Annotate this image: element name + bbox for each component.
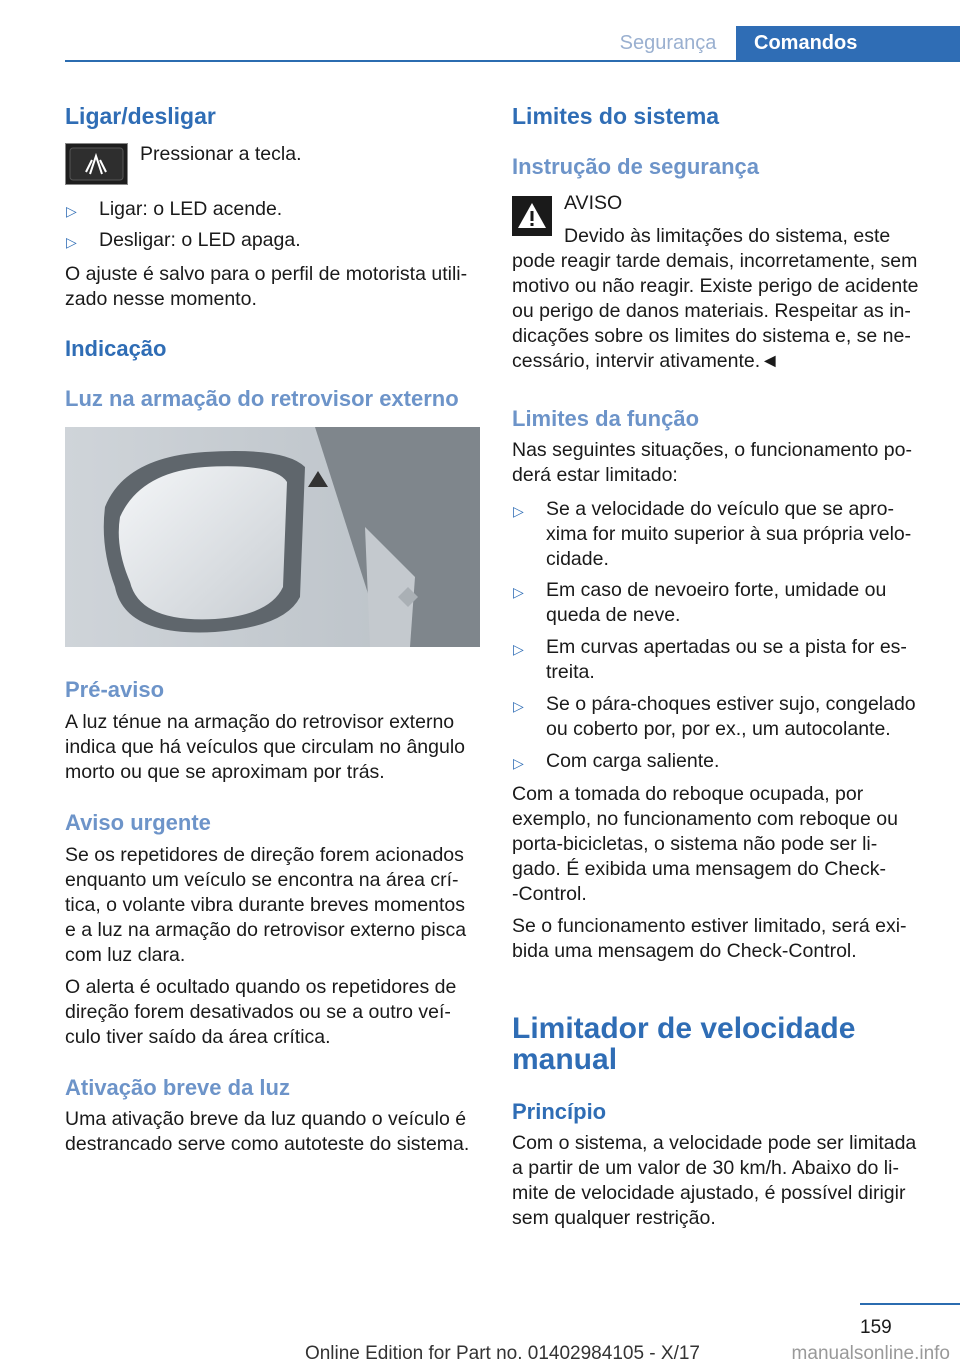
bullet-carga: Com carga saliente.	[546, 750, 720, 772]
paragraph-alerta-ocultado: O alerta é ocultado quando os repetidores de direção forem desativados ou se a outro veí- culo tiver saído da área crítica.	[65, 976, 457, 1048]
bullet-triangle-icon: ▷	[513, 641, 524, 657]
paragraph-reboque: Com a tomada do reboque ocupada, por exemplo, no funcionamento com reboque ou porta-bicicletas, o sistema não pode ser li- gado. É exibida uma mensagem do Check- -Control.	[512, 783, 898, 905]
heading-limites-sistema: Limites do sistema	[512, 103, 720, 129]
heading-principio: Princípio	[512, 1099, 607, 1124]
warning-first-line: Devido às limitações do sistema, este	[564, 225, 891, 247]
footer-rule	[860, 1303, 960, 1305]
bullet-led-off: Desligar: o LED apaga.	[99, 229, 301, 251]
bullet-triangle-icon: ▷	[513, 698, 524, 714]
paragraph-check-control: Se o funcionamento estiver limitado, será exi- bida uma mensagem do Check-Control.	[512, 915, 907, 962]
paragraph-aviso-urgente: Se os repetidores de direção forem acionados enquanto um veículo se encontra na área crí- tica, o volante vibra durante breves momentos e a luz na armação do retrovisor externo pisca com luz clara.	[65, 844, 467, 966]
lane-warning-button-icon	[65, 143, 128, 185]
heading-aviso-urgente: Aviso urgente	[65, 810, 211, 835]
warning-title: AVISO	[564, 192, 623, 214]
paragraph-ativacao-breve: Uma ativação breve da luz quando o veículo é destrancado serve como autoteste do sistema.	[65, 1108, 470, 1155]
bullet-triangle-icon: ▷	[513, 503, 524, 519]
heading-ligar-desligar: Ligar/desligar	[65, 103, 216, 129]
bullet-triangle-icon: ▷	[513, 755, 524, 771]
warning-body: pode reagir tarde demais, incorretamente, sem motivo ou não reagir. Existe perigo de acidente ou perigo de danos materiais. Respeitar as in- dicações sobre os limites do sistema e, se ne- cessário, intervir ativamente.◄	[512, 250, 919, 372]
paragraph-principio: Com o sistema, a velocidade pode ser limitada a partir de um valor de 30 km/h. Abaixo do li- mite de velocidade ajustado, é possível dirigir sem qualquer restrição.	[512, 1132, 917, 1229]
heading-limites-funcao: Limites da função	[512, 406, 700, 431]
heading-ativacao-breve: Ativação breve da luz	[65, 1075, 290, 1100]
footer-watermark: manualsonline.info	[791, 1343, 950, 1364]
bullet-para-choques: Se o pára-choques estiver sujo, congelado ou coberto por, por ex., um autocolante.	[546, 693, 916, 740]
heading-luz-retrovisor: Luz na armação do retrovisor externo	[65, 386, 459, 411]
warning-icon	[512, 196, 552, 236]
bullet-triangle-icon: ▷	[513, 584, 524, 600]
header-tab-seguranca[interactable]: Segurança	[619, 32, 717, 54]
press-key-text: Pressionar a tecla.	[140, 143, 302, 165]
bullet-curvas: Em curvas apertadas ou se a pista for es- treita.	[546, 636, 907, 683]
paragraph-pre-aviso: A luz ténue na armação do retrovisor externo indica que há veículos que circulam no ângulo morto ou que se aproximam por trás.	[65, 711, 466, 783]
heading-indicacao: Indicação	[65, 336, 167, 361]
heading-instrucao-seguranca: Instrução de segurança	[512, 154, 759, 179]
bullet-triangle-icon: ▷	[66, 203, 77, 219]
heading-limitador-velocidade: Limitador de velocidade manual	[512, 1012, 856, 1076]
page-number: 159	[860, 1317, 892, 1338]
footer-edition: Online Edition for Part no. 01402984105 - X/17	[304, 1343, 700, 1364]
bullet-velocidade: Se a velocidade do veículo que se apro- xima for muito superior à sua própria velo- cidade.	[546, 498, 912, 570]
header-rule	[65, 60, 960, 62]
heading-pre-aviso: Pré-aviso	[65, 677, 165, 702]
paragraph-situacoes: Nas seguintes situações, o funcionamento po- derá estar limitado:	[512, 439, 912, 486]
bullet-led-on: Ligar: o LED acende.	[99, 198, 283, 220]
paragraph-profile: O ajuste é salvo para o perfil de motorista utili- zado nesse momento.	[65, 263, 468, 310]
bullet-triangle-icon: ▷	[66, 234, 77, 250]
mirror-photo	[65, 427, 480, 647]
header-tab-comandos[interactable]: Comandos	[736, 26, 960, 62]
bullet-nevoeiro: Em caso de nevoeiro forte, umidade ou queda de neve.	[546, 579, 887, 626]
